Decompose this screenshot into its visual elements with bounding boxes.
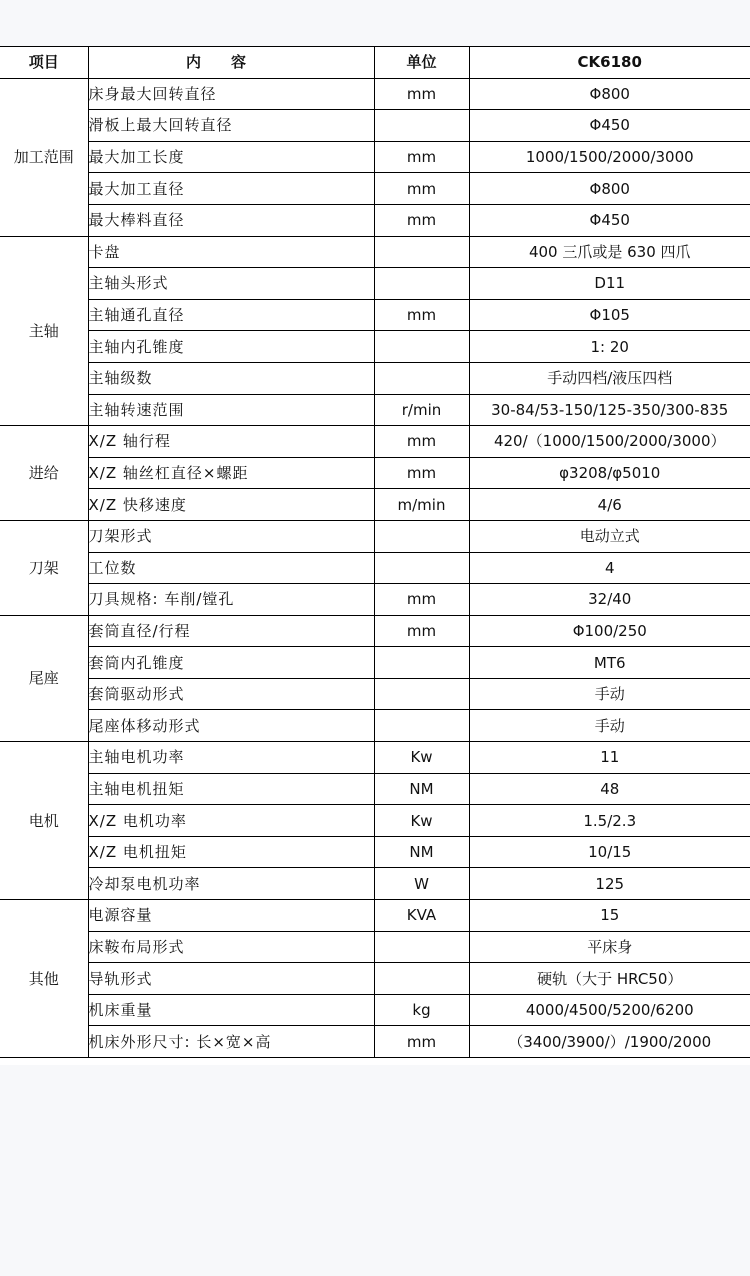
table-row (0, 78, 750, 110)
category-cell: 尾座 (0, 615, 88, 741)
unit-cell: mm (374, 204, 469, 236)
value-cell: 400 三爪或是 630 四爪 (469, 236, 750, 268)
header-content: 内容 (88, 47, 374, 79)
item-cell: 刀架形式 (88, 520, 374, 552)
value-cell: 125 (469, 868, 750, 900)
item-cell: 套筒驱动形式 (88, 678, 374, 710)
header-model: CK6180 (469, 47, 750, 79)
value-cell: 1.5/2.3 (469, 805, 750, 837)
table-header-row (0, 47, 750, 79)
table-row (0, 773, 750, 805)
item-cell: 电源容量 (88, 900, 374, 932)
category-cell: 进给 (0, 426, 88, 521)
value-cell: 32/40 (469, 584, 750, 616)
table-row (0, 900, 750, 932)
unit-cell (374, 110, 469, 142)
item-cell: 主轴通孔直径 (88, 299, 374, 331)
item-cell: 套筒直径/行程 (88, 615, 374, 647)
table-row (0, 836, 750, 868)
unit-cell: m/min (374, 489, 469, 521)
value-cell: 手动 (469, 678, 750, 710)
item-cell: X/Z 电机功率 (88, 805, 374, 837)
table-row (0, 868, 750, 900)
unit-cell (374, 362, 469, 394)
item-cell: 最大棒料直径 (88, 204, 374, 236)
table-row (0, 394, 750, 426)
unit-cell (374, 710, 469, 742)
value-cell: 手动 (469, 710, 750, 742)
table-row (0, 362, 750, 394)
value-cell: 4000/4500/5200/6200 (469, 994, 750, 1026)
item-cell: X/Z 轴行程 (88, 426, 374, 458)
table-row (0, 141, 750, 173)
unit-cell: mm (374, 141, 469, 173)
unit-cell: mm (374, 584, 469, 616)
table-row (0, 489, 750, 521)
table-row (0, 742, 750, 774)
table-row (0, 584, 750, 616)
value-cell: Φ800 (469, 173, 750, 205)
item-cell: 最大加工直径 (88, 173, 374, 205)
category-cell: 刀架 (0, 520, 88, 615)
table-row (0, 173, 750, 205)
table-row (0, 299, 750, 331)
unit-cell: W (374, 868, 469, 900)
table-row (0, 110, 750, 142)
value-cell: 硬轨（大于 HRC50） (469, 963, 750, 995)
table-row (0, 331, 750, 363)
item-cell: 主轴转速范围 (88, 394, 374, 426)
value-cell: MT6 (469, 647, 750, 679)
item-cell: 主轴电机功率 (88, 742, 374, 774)
unit-cell: Kw (374, 742, 469, 774)
unit-cell: mm (374, 173, 469, 205)
value-cell: （3400/3900/）/1900/2000 (469, 1026, 750, 1058)
item-cell: X/Z 电机扭矩 (88, 836, 374, 868)
value-cell: 15 (469, 900, 750, 932)
table-row (0, 678, 750, 710)
unit-cell (374, 963, 469, 995)
spec-table (0, 46, 750, 1058)
value-cell: 1000/1500/2000/3000 (469, 141, 750, 173)
value-cell: 48 (469, 773, 750, 805)
unit-cell: mm (374, 1026, 469, 1058)
value-cell: 4 (469, 552, 750, 584)
value-cell: φ3208/φ5010 (469, 457, 750, 489)
unit-cell: NM (374, 773, 469, 805)
unit-cell (374, 552, 469, 584)
value-cell: Φ450 (469, 110, 750, 142)
item-cell: 工位数 (88, 552, 374, 584)
table-row (0, 963, 750, 995)
value-cell: 10/15 (469, 836, 750, 868)
item-cell: 主轴头形式 (88, 268, 374, 300)
category-cell: 加工范围 (0, 78, 88, 236)
table-row (0, 236, 750, 268)
item-cell: 卡盘 (88, 236, 374, 268)
unit-cell: Kw (374, 805, 469, 837)
unit-cell (374, 520, 469, 552)
table-row (0, 457, 750, 489)
unit-cell (374, 268, 469, 300)
unit-cell (374, 236, 469, 268)
table-row (0, 994, 750, 1026)
unit-cell: KVA (374, 900, 469, 932)
category-cell: 电机 (0, 742, 88, 900)
unit-cell: mm (374, 299, 469, 331)
value-cell: 4/6 (469, 489, 750, 521)
item-cell: 最大加工长度 (88, 141, 374, 173)
unit-cell (374, 331, 469, 363)
table-row (0, 615, 750, 647)
item-cell: 机床外形尺寸: 长×宽×高 (88, 1026, 374, 1058)
spec-sheet (0, 46, 750, 1065)
unit-cell: mm (374, 426, 469, 458)
unit-cell (374, 678, 469, 710)
table-row (0, 710, 750, 742)
item-cell: 尾座体移动形式 (88, 710, 374, 742)
item-cell: 主轴级数 (88, 362, 374, 394)
value-cell: 1: 20 (469, 331, 750, 363)
value-cell: 30-84/53-150/125-350/300-835 (469, 394, 750, 426)
item-cell: 床身最大回转直径 (88, 78, 374, 110)
item-cell: 主轴电机扭矩 (88, 773, 374, 805)
table-row (0, 647, 750, 679)
unit-cell: kg (374, 994, 469, 1026)
category-cell: 其他 (0, 900, 88, 1058)
item-cell: 机床重量 (88, 994, 374, 1026)
unit-cell: mm (374, 78, 469, 110)
table-row (0, 268, 750, 300)
value-cell: Φ105 (469, 299, 750, 331)
value-cell: 11 (469, 742, 750, 774)
table-row (0, 520, 750, 552)
table-row (0, 426, 750, 458)
value-cell: 420/（1000/1500/2000/3000） (469, 426, 750, 458)
table-body (0, 78, 750, 1057)
item-cell: 导轨形式 (88, 963, 374, 995)
table-row (0, 204, 750, 236)
value-cell: 平床身 (469, 931, 750, 963)
header-category: 项目 (0, 47, 88, 79)
unit-cell: mm (374, 457, 469, 489)
unit-cell: NM (374, 836, 469, 868)
item-cell: 床鞍布局形式 (88, 931, 374, 963)
item-cell: 主轴内孔锥度 (88, 331, 374, 363)
unit-cell: mm (374, 615, 469, 647)
header-unit: 单位 (374, 47, 469, 79)
table-row (0, 1026, 750, 1058)
item-cell: X/Z 轴丝杠直径×螺距 (88, 457, 374, 489)
item-cell: 刀具规格: 车削/镗孔 (88, 584, 374, 616)
table-row (0, 552, 750, 584)
item-cell: 套筒内孔锥度 (88, 647, 374, 679)
unit-cell (374, 647, 469, 679)
value-cell: Φ450 (469, 204, 750, 236)
item-cell: 滑板上最大回转直径 (88, 110, 374, 142)
category-cell: 主轴 (0, 236, 88, 426)
table-row (0, 805, 750, 837)
value-cell: Φ800 (469, 78, 750, 110)
item-cell: 冷却泵电机功率 (88, 868, 374, 900)
value-cell: D11 (469, 268, 750, 300)
unit-cell: r/min (374, 394, 469, 426)
value-cell: 电动立式 (469, 520, 750, 552)
unit-cell (374, 931, 469, 963)
value-cell: Φ100/250 (469, 615, 750, 647)
table-row (0, 931, 750, 963)
item-cell: X/Z 快移速度 (88, 489, 374, 521)
value-cell: 手动四档/液压四档 (469, 362, 750, 394)
